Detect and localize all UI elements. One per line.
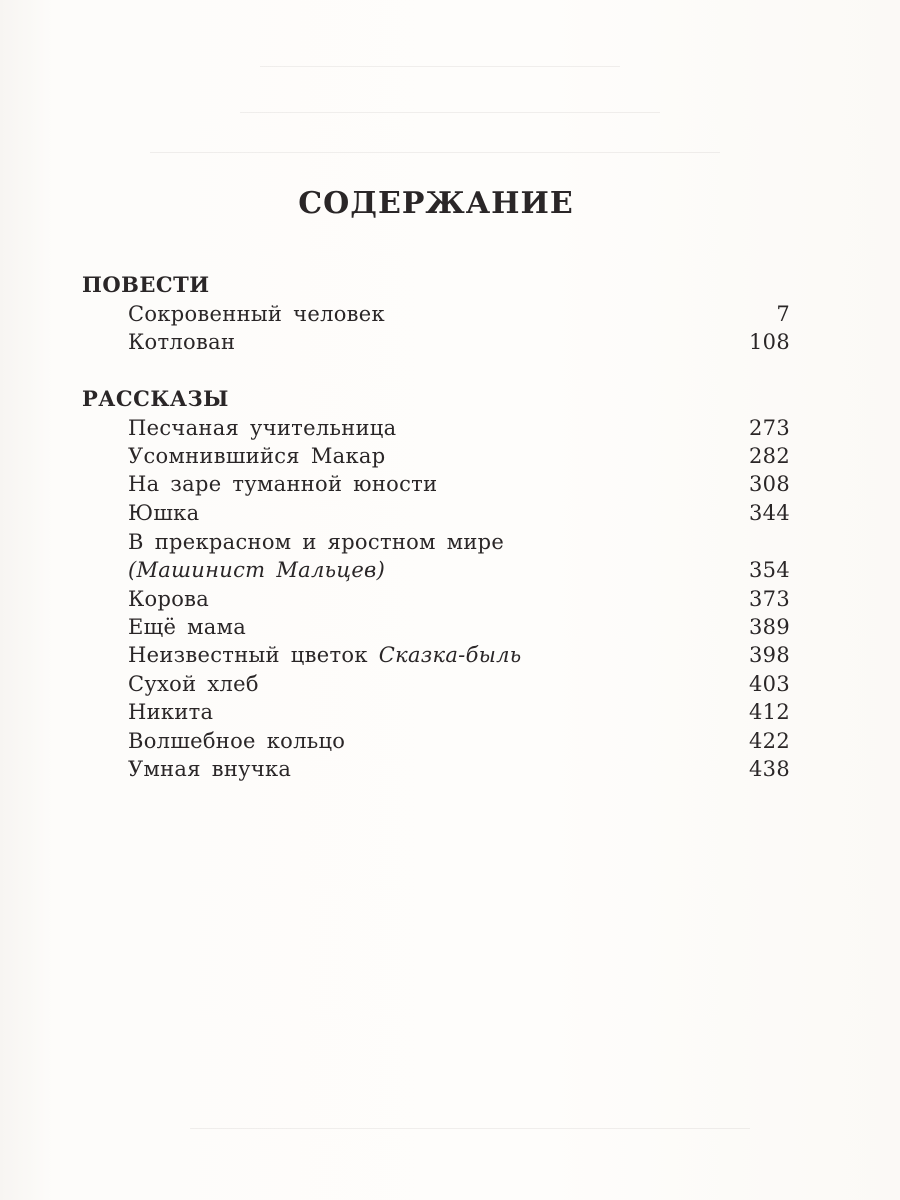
- toc-entry[interactable]: [128, 755, 790, 783]
- entry-page-number: 354: [749, 558, 790, 582]
- entry-page-number: 438: [749, 757, 790, 781]
- entry-title: Котлован: [128, 330, 236, 354]
- entry-page-number: 344: [749, 501, 790, 525]
- entry-title: Ещё мама: [128, 615, 247, 639]
- entry-title: Усомнившийся Макар: [128, 444, 386, 468]
- entry-page-number: 389: [749, 615, 790, 639]
- entry-title: Неизвестный цветок: [128, 643, 368, 667]
- entry-title: Песчаная учительница: [128, 416, 397, 440]
- toc-entry[interactable]: [128, 698, 790, 726]
- toc-entry[interactable]: [128, 528, 790, 556]
- entry-page-number: 108: [749, 330, 790, 354]
- toc-entry[interactable]: [128, 556, 790, 584]
- entry-page-number: 403: [749, 672, 790, 696]
- entry-title: Корова: [128, 587, 210, 611]
- toc-entry[interactable]: [128, 470, 790, 498]
- toc-entry[interactable]: [128, 414, 790, 442]
- toc-entry[interactable]: [128, 727, 790, 755]
- entry-title: Сокровенный человек: [128, 302, 385, 326]
- entry-page-number: 412: [749, 700, 790, 724]
- entry-title: (Машинист Мальцев): [128, 558, 386, 582]
- entry-title: В прекрасном и яростном мире: [128, 530, 505, 554]
- section-heading-povesti: ПОВЕСТИ: [82, 272, 210, 297]
- toc-entry[interactable]: [128, 670, 790, 698]
- entry-title: Юшка: [128, 501, 200, 525]
- entry-page-number: 273: [749, 416, 790, 440]
- entry-title: Никита: [128, 700, 214, 724]
- entry-page-number: 7: [776, 302, 790, 326]
- entry-title: На заре туманной юности: [128, 472, 438, 496]
- toc-entry[interactable]: [128, 328, 790, 356]
- show-through-line: [260, 66, 620, 67]
- entry-subtitle: Сказка-быль: [378, 643, 522, 667]
- entry-title: Волшебное кольцо: [128, 729, 346, 753]
- entry-title: Умная внучка: [128, 757, 292, 781]
- toc-entry[interactable]: [128, 641, 790, 669]
- toc-entry[interactable]: [128, 585, 790, 613]
- toc-entry[interactable]: [128, 442, 790, 470]
- show-through-line: [150, 152, 720, 153]
- entry-title: Сухой хлеб: [128, 672, 259, 696]
- toc-entry[interactable]: [128, 613, 790, 641]
- show-through-line: [190, 1128, 750, 1129]
- entry-page-number: 373: [749, 587, 790, 611]
- toc-title: СОДЕРЖАНИЕ: [298, 186, 574, 221]
- toc-entry[interactable]: [128, 300, 790, 328]
- show-through-line: [240, 112, 660, 113]
- entry-page-number: 308: [749, 472, 790, 496]
- entry-page-number: 282: [749, 444, 790, 468]
- entry-page-number: 422: [749, 729, 790, 753]
- section-heading-rasskazy: РАССКАЗЫ: [82, 386, 229, 411]
- entry-page-number: 398: [749, 643, 790, 667]
- entry-title-group: [128, 641, 522, 669]
- toc-entry[interactable]: [128, 499, 790, 527]
